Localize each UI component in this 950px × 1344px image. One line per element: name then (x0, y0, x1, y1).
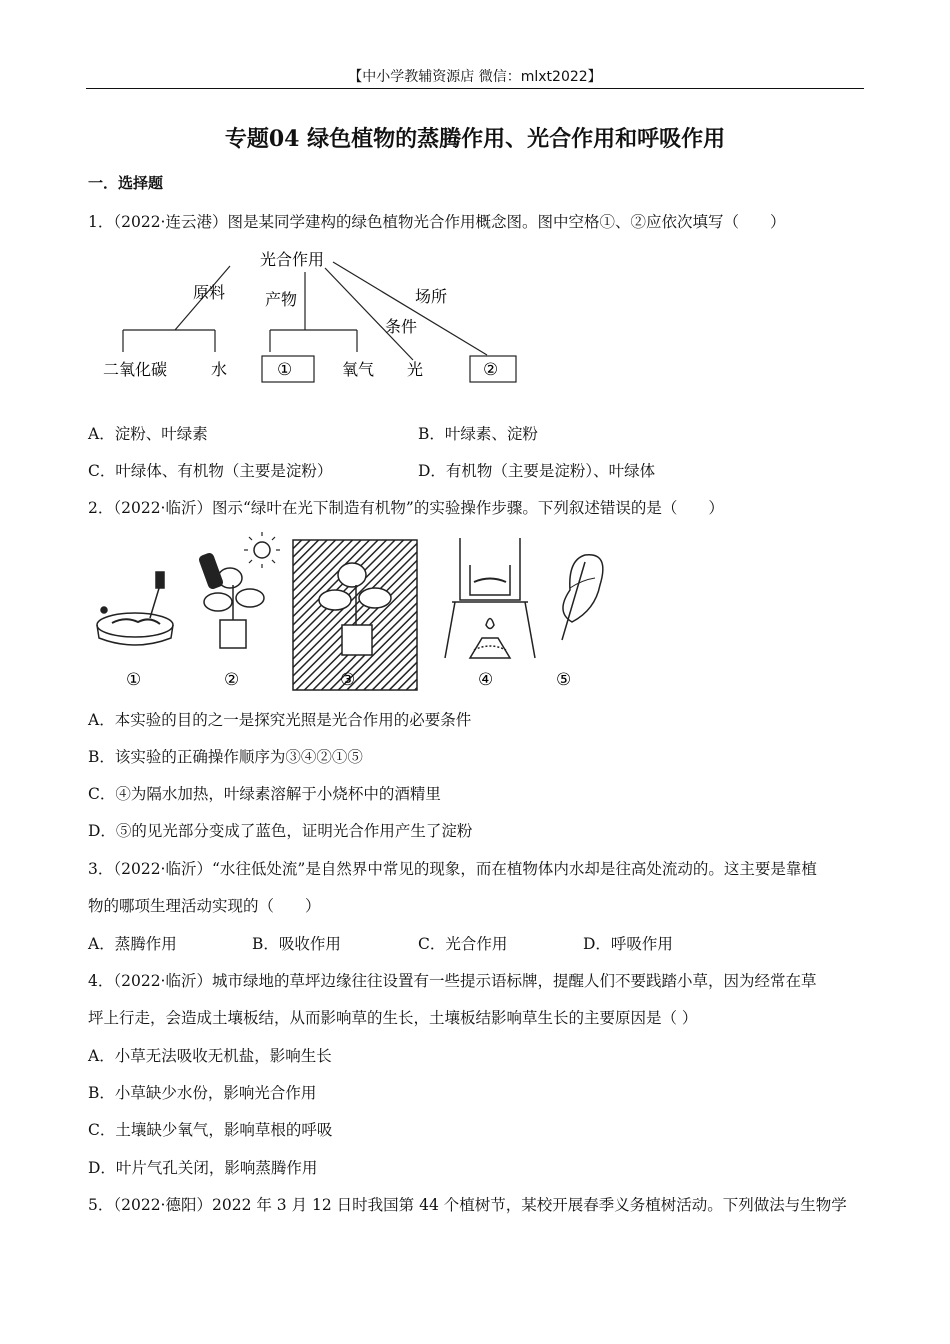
step4-water-bath-icon (445, 538, 535, 658)
q4-option-a[interactable]: A．小草无法吸收无机盐，影响生长 (88, 1047, 332, 1065)
step5-leaf-icon (562, 555, 603, 640)
q1-stem: 1．（2022·连云港）图是某同学建构的绿色植物光合作用概念图。图中空格①、②应依次填写（ ） (88, 213, 786, 231)
step1-petri-dish-icon (97, 572, 173, 645)
q1-concept-map (95, 240, 535, 390)
q3-option-c[interactable]: C．光合作用 (418, 935, 508, 953)
q1-option-a[interactable]: A．淀粉、叶绿素 (88, 425, 208, 443)
step2-label: ② (224, 670, 240, 690)
q3-option-b[interactable]: B．吸收作用 (252, 935, 341, 953)
node-light: 光 (407, 360, 424, 379)
q1-option-c[interactable]: C．叶绿体、有机物（主要是淀粉） (88, 462, 333, 480)
q2-option-b[interactable]: B．该实验的正确操作顺序为③④②①⑤ (88, 748, 363, 766)
node-blank1: ① (277, 360, 293, 380)
q2-option-a[interactable]: A．本实验的目的之一是探究光照是光合作用的必要条件 (88, 711, 472, 729)
q5-stem-line1: 5．（2022·德阳）2022 年 3 月 12 日时我国第 44 个植树节，某校开展春季义务植树活动。下列做法与生物学 (88, 1196, 847, 1214)
header-rule (86, 88, 864, 89)
root-node: 光合作用 (260, 250, 325, 269)
node-blank2: ② (483, 360, 499, 380)
q4-option-b[interactable]: B．小草缺少水份，影响光合作用 (88, 1084, 317, 1102)
q1-option-b[interactable]: B．叶绿素、淀粉 (418, 425, 538, 443)
q3-option-a[interactable]: A．蒸腾作用 (88, 935, 177, 953)
edge-place: 场所 (415, 287, 448, 306)
q4-stem-line2: 坪上行走，会造成土壤板结，从而影响草的生长，土壤板结影响草生长的主要原因是（ ） (88, 1009, 698, 1027)
q2-option-c[interactable]: C．④为隔水加热，叶绿素溶解于小烧杯中的酒精里 (88, 785, 441, 803)
q2-stem: 2．（2022·临沂）图示“绿叶在光下制造有机物”的实验操作步骤。下列叙述错误的是（ ） (88, 499, 724, 517)
edge-condition: 条件 (385, 317, 418, 336)
q3-option-d[interactable]: D．呼吸作用 (583, 935, 673, 953)
page-header: 【中小学教辅资源店 微信：mlxt2022】 (348, 69, 602, 85)
step4-label: ④ (478, 670, 494, 690)
section-heading: 一．选择题 (88, 174, 164, 192)
page-title: 专题04 绿色植物的蒸腾作用、光合作用和呼吸作用 (224, 126, 726, 152)
edge-material: 原料 (193, 283, 226, 302)
step3-dark-box-icon (293, 540, 417, 690)
step5-label: ⑤ (556, 670, 572, 690)
q3-stem-line2: 物的哪项生理活动实现的（ ） (88, 897, 321, 915)
step1-label: ① (126, 670, 142, 690)
step2-plant-covered-icon (199, 532, 280, 648)
q4-stem-line1: 4．（2022·临沂）城市绿地的草坪边缘往往设置有一些提示语标牌，提醒人们不要践踏小草，因为经常在草 (88, 972, 817, 990)
node-oxygen: 氧气 (342, 360, 375, 379)
q1-option-d[interactable]: D．有机物（主要是淀粉）、叶绿体 (418, 462, 656, 480)
q2-option-d[interactable]: D．⑤的见光部分变成了蓝色，证明光合作用产生了淀粉 (88, 822, 473, 840)
q2-experiment-figure (90, 530, 620, 695)
q4-option-c[interactable]: C．土壤缺少氧气，影响草根的呼吸 (88, 1121, 333, 1139)
q3-stem-line1: 3．（2022·临沂）“水往低处流”是自然界中常见的现象，而在植物体内水却是往高处流动的。这主要是靠植 (88, 860, 817, 878)
node-water: 水 (211, 360, 228, 379)
node-co2: 二氧化碳 (103, 360, 168, 379)
step3-label: ③ (340, 670, 356, 690)
edge-product: 产物 (265, 290, 298, 309)
q4-option-d[interactable]: D．叶片气孔关闭，影响蒸腾作用 (88, 1159, 318, 1177)
